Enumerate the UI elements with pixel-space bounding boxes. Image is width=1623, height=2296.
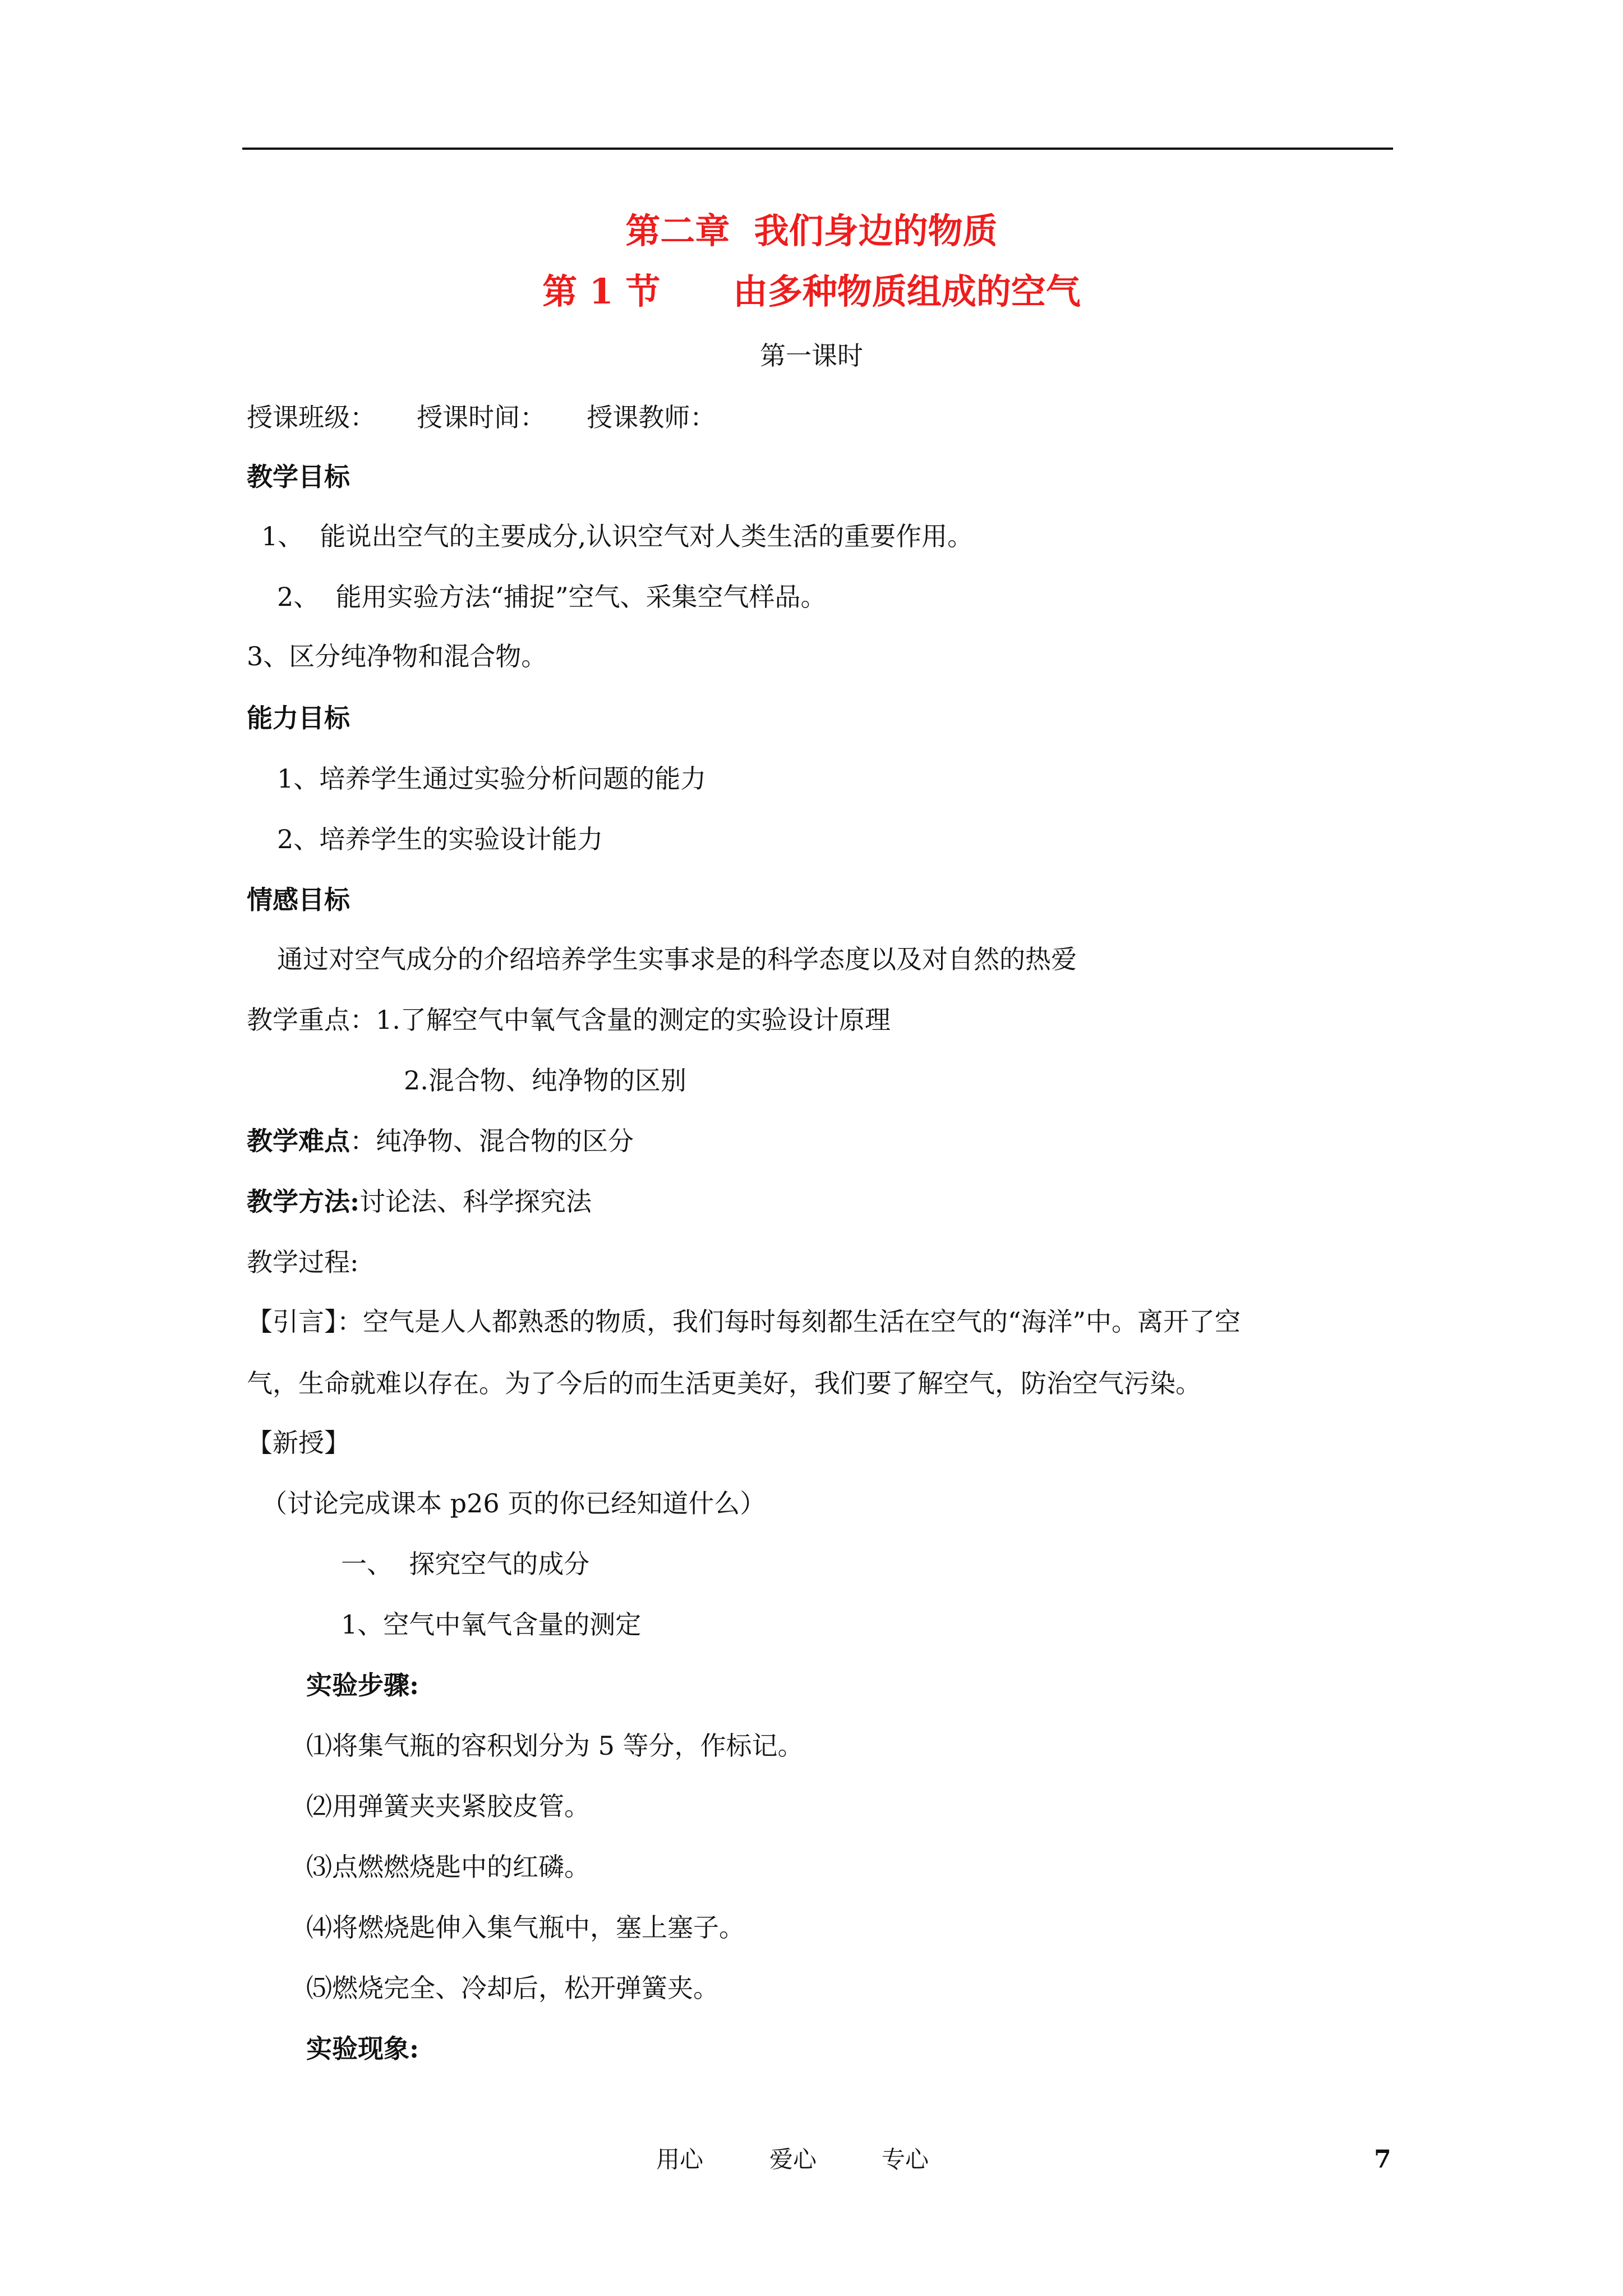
difficulty-text: ：纯净物、混合物的区分 (350, 1126, 634, 1156)
intro-paragraph-line: 【引言】：空气是人人都熟悉的物质，我们每时每刻都生活在空气的“海洋”中。离开了空 (247, 1306, 1241, 1337)
key-points-line (247, 1003, 891, 1037)
key-point-item: 2.混合物、纯净物的区别 (404, 1065, 686, 1096)
discussion-note: （讨论完成课本 p26 页的你已经知道什么） (261, 1488, 766, 1519)
experiment-step: ⑴将集气瓶的容积划分为 5 等分，作标记。 (306, 1731, 804, 1761)
new-lesson-label: 【新授】 (247, 1428, 350, 1458)
teaching-objective-item: 2、 能用实验方法“捕捉”空气、采集空气样品。 (277, 582, 827, 612)
teaching-objectives-heading: 教学目标 (247, 462, 350, 492)
experiment-step: ⑵用弹簧夹夹紧胶皮管。 (306, 1791, 590, 1821)
key-point-item: 1.了解空气中氧气含量的测定的实验设计原理 (376, 1005, 891, 1035)
method-label: 教学方法: (247, 1186, 359, 1217)
experiment-step: ⑶点燃燃烧匙中的红磷。 (306, 1852, 590, 1882)
footer-word: 专心 (882, 2146, 929, 2173)
part-heading: 一、 探究空气的成分 (341, 1549, 590, 1579)
section-title: 第 1 节 由多种物质组成的空气 (542, 271, 1081, 312)
ability-objective-item: 1、培养学生通过实验分析问题的能力 (277, 763, 707, 794)
experiment-step: ⑷将燃烧匙伸入集气瓶中，塞上塞子。 (306, 1912, 745, 1943)
footer-word: 用心 (656, 2146, 704, 2173)
teaching-objective-item: 1、 能说出空气的主要成分,认识空气对人类生活的重要作用。 (261, 521, 974, 551)
intro-paragraph-line: 气，生命就难以存在。为了今后的而生活更美好，我们要了解空气，防治空气污染。 (247, 1368, 1201, 1398)
difficulty-line (247, 1124, 634, 1158)
sub-heading: 1、空气中氧气含量的测定 (341, 1609, 642, 1640)
method-line (247, 1185, 592, 1218)
header-rule (242, 148, 1393, 150)
experiment-step: ⑸燃烧完全、冷却后，松开弹簧夹。 (306, 1973, 719, 2003)
footer-word: 爱心 (769, 2146, 817, 2173)
ability-objectives-heading: 能力目标 (247, 703, 350, 733)
steps-heading: 实验步骤: (306, 1670, 419, 1700)
difficulty-label: 教学难点 (247, 1126, 350, 1156)
ability-objective-item: 2、培养学生的实验设计能力 (277, 824, 603, 854)
teaching-objective-item: 3、区分纯净物和混合物。 (247, 641, 547, 671)
page-number: 7 (1374, 2145, 1391, 2174)
process-label: 教学过程: (247, 1247, 359, 1277)
emotion-objectives-heading: 情感目标 (247, 885, 350, 915)
info-line: 授课班级： 授课时间： 授课教师： (247, 402, 716, 432)
chapter-title: 第二章 我们身边的物质 (625, 210, 998, 251)
key-points-label: 教学重点： (247, 1005, 376, 1035)
emotion-objective-text: 通过对空气成分的介绍培养学生实事求是的科学态度以及对自然的热爱 (277, 944, 1077, 974)
method-text: 讨论法、科学探究法 (359, 1186, 592, 1217)
phenomena-heading: 实验现象: (306, 2033, 419, 2064)
lesson-subtitle: 第一课时 (760, 341, 863, 371)
